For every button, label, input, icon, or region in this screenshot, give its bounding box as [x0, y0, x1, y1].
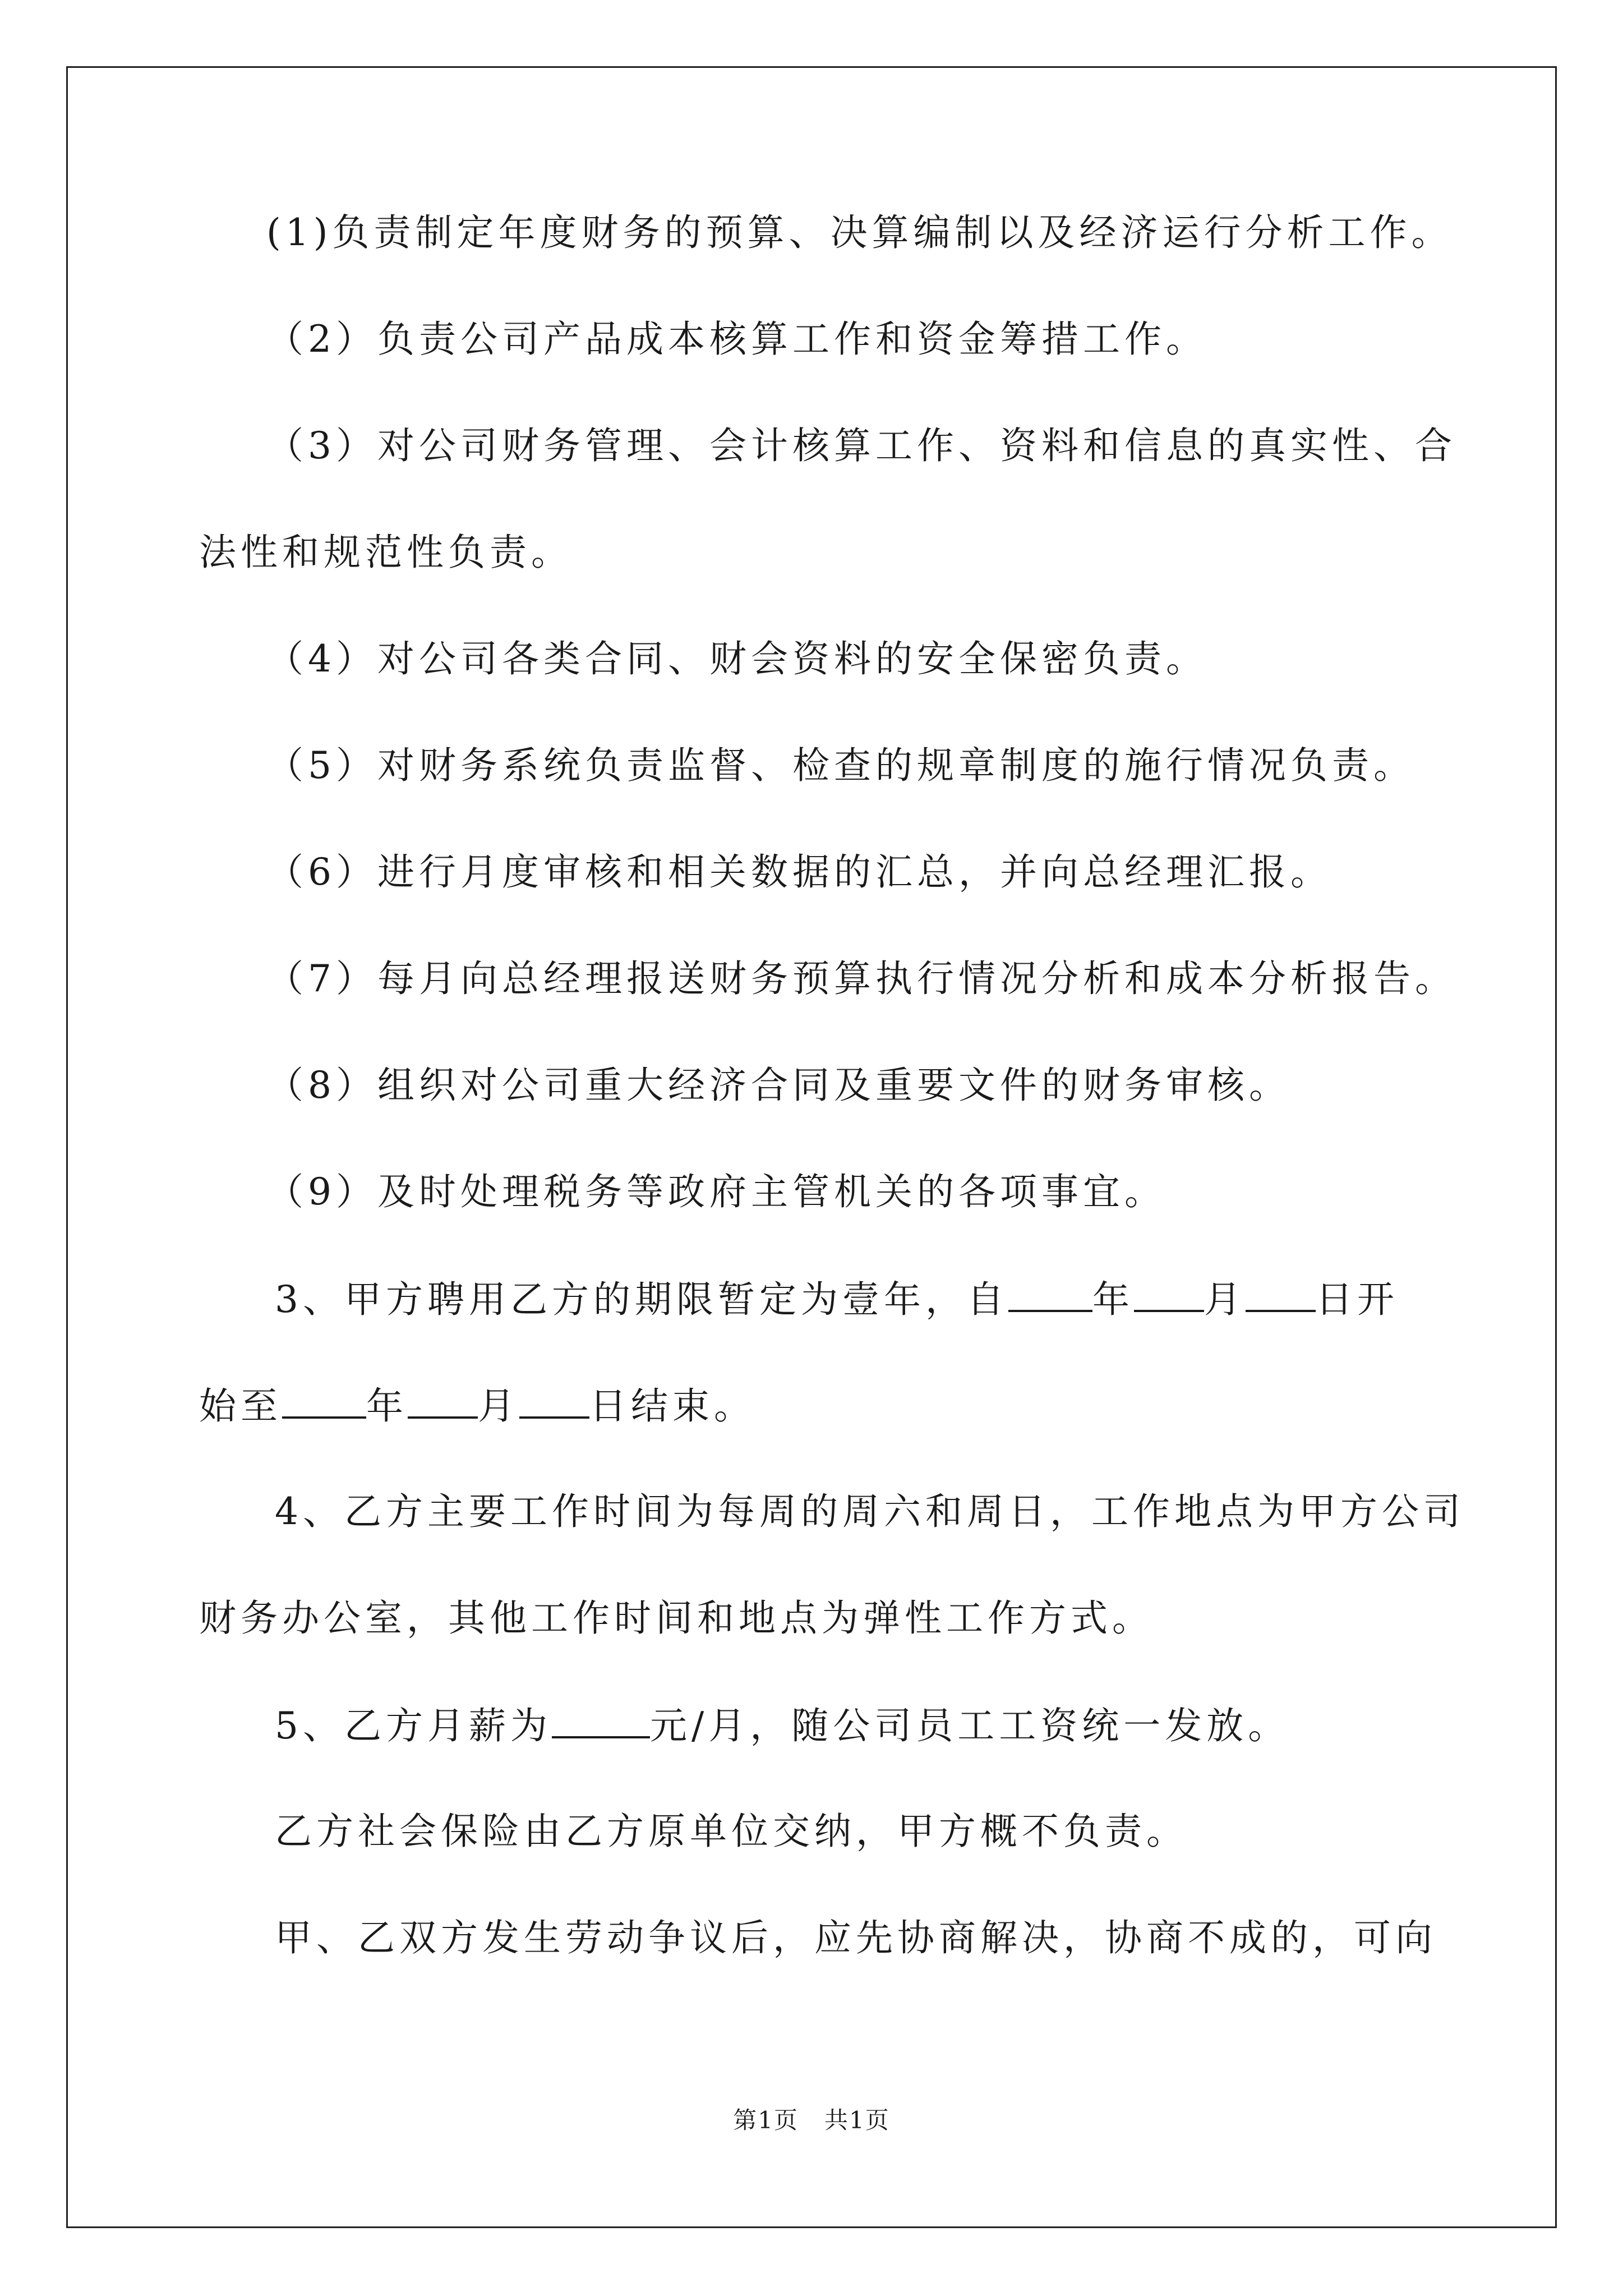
- page-border: [66, 66, 1557, 2228]
- duty-item-6: （6）进行月度审核和相关数据的汇总，并向总经理汇报。: [266, 850, 1332, 894]
- salary-clause: [275, 1703, 1289, 1749]
- duty-item-3-line-2: 法性和规范性负责。: [199, 531, 573, 574]
- end-year-label: 年: [366, 1384, 408, 1428]
- end-month-label: 月: [478, 1384, 519, 1428]
- term-clause-prefix: 3、甲方聘用乙方的期限暂定为壹年，自: [275, 1278, 1008, 1321]
- end-day-blank: [519, 1383, 589, 1419]
- work-clause-line-1: 4、乙方主要工作时间为每周的周六和周日，工作地点为甲方公司: [275, 1490, 1465, 1533]
- page-footer: [0, 2106, 1623, 2134]
- start-day-blank: [1246, 1276, 1316, 1312]
- page-total: 共1页: [824, 2106, 890, 2134]
- end-year-blank: [282, 1383, 366, 1419]
- end-month-blank: [408, 1383, 478, 1419]
- duty-item-5: （5）对财务系统负责监督、检查的规章制度的施行情况负责。: [266, 744, 1415, 787]
- page-number: 第1页: [733, 2106, 799, 2134]
- duty-item-1: (1)负责制定年度财务的预算、决算编制以及经济运行分析工作。: [266, 211, 1453, 254]
- term-clause-line-2: [199, 1383, 755, 1429]
- duty-item-4: （4）对公司各类合同、财会资料的安全保密负责。: [266, 637, 1207, 680]
- start-month-blank: [1134, 1276, 1204, 1312]
- term-clause-until: 始至: [199, 1384, 282, 1428]
- salary-amount-blank: [552, 1703, 650, 1738]
- term-clause-line-1: [275, 1276, 1399, 1322]
- work-clause-line-2: 财务办公室，其他工作时间和地点为弹性工作方式。: [199, 1596, 1154, 1640]
- dispute-line: 甲、乙双方发生劳动争议后，应先协商解决，协商不成的，可向: [275, 1916, 1437, 1959]
- duty-item-8: （8）组织对公司重大经济合同及重要文件的财务审核。: [266, 1064, 1290, 1107]
- insurance-line: 乙方社会保险由乙方原单位交纳，甲方概不负责。: [275, 1810, 1188, 1853]
- duty-item-9: （9）及时处理税务等政府主管机关的各项事宜。: [266, 1170, 1166, 1213]
- salary-suffix: 元/月，随公司员工工资统一发放。: [650, 1704, 1290, 1747]
- duty-item-3-line-1: （3）对公司财务管理、会计核算工作、资料和信息的真实性、合: [266, 424, 1456, 467]
- start-year-blank: [1008, 1276, 1092, 1312]
- duty-item-7: （7）每月向总经理报送财务预算执行情况分析和成本分析报告。: [266, 957, 1456, 1000]
- duty-item-2: （2）负责公司产品成本核算工作和资金筹措工作。: [266, 318, 1207, 361]
- start-year-label: 年: [1092, 1278, 1134, 1321]
- salary-prefix: 5、乙方月薪为: [275, 1704, 552, 1747]
- start-day-label: 日开: [1316, 1278, 1399, 1321]
- end-day-label: 日结束。: [589, 1384, 755, 1428]
- start-month-label: 月: [1204, 1278, 1246, 1321]
